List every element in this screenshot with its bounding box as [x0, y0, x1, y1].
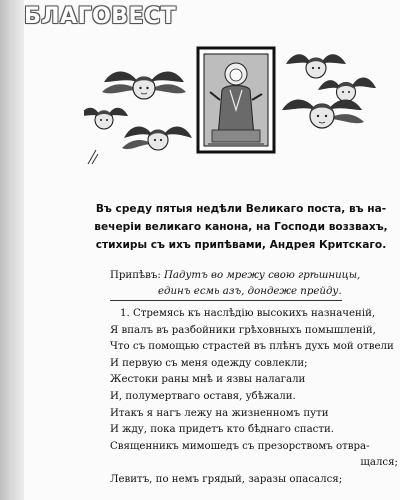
chapter-heading: [80, 200, 400, 254]
verse-line: И, полумертваго оставя, убѣжали.: [110, 390, 296, 402]
refrain-text-2: единъ есмь азъ, дондеже прейду.: [158, 286, 342, 297]
verse-line: И жду, пока придетъ кто бѣднаго спасти.: [110, 424, 335, 436]
verse-line: И первую съ меня одежду совлекли;: [110, 357, 308, 369]
refrain-line-1: [110, 268, 400, 284]
watermark-logo: БЛАГОВЕСТ: [24, 4, 177, 29]
verse-line: щался;: [360, 457, 398, 469]
verse-line: 1. Стремясь къ наслѣдію высокихъ назначеній,: [120, 308, 376, 319]
heading-line-3: стихиры съ ихъ припѣвами, Андрея Критскаго.: [95, 239, 387, 251]
cherubs-left: [84, 71, 192, 150]
icon-of-christ: [198, 48, 274, 152]
verse-line: Жестоки раны мнѣ и язвы налагали: [110, 374, 306, 386]
heading-line-1: Въ среду пятыя недѣли Великаго поста, въ на-: [95, 203, 387, 215]
refrain-label: Припѣвъ:: [110, 270, 161, 281]
page-gutter-shadow: [0, 0, 26, 500]
verse-line: Я впалъ въ разбойники грѣховныхъ помышленій,: [110, 324, 376, 336]
heading-line-2: вечеріи великаго канона, на Господи воззвахъ,: [94, 221, 388, 233]
verse-line: Священникъ мимошедъ съ презорствомъ отвра-: [110, 440, 370, 452]
cherubs-right: [282, 54, 376, 128]
headpiece-engraving: [84, 40, 388, 170]
verse-line: Итакъ я нагъ лежу на жизненномъ пути: [110, 407, 329, 419]
verse-block: [110, 306, 400, 489]
verse-line: Что съ помощью страстей въ плѣнъ духъ мой отвели: [110, 341, 394, 353]
book-page: [24, 0, 400, 500]
refrain-block: [110, 268, 400, 300]
refrain-text-1: Падутъ во мрежу свою грѣшницы,: [164, 270, 361, 281]
divider-rule: [110, 300, 342, 301]
verse-line: Левитъ, по немъ грядый, заразы опасался;: [110, 473, 343, 485]
